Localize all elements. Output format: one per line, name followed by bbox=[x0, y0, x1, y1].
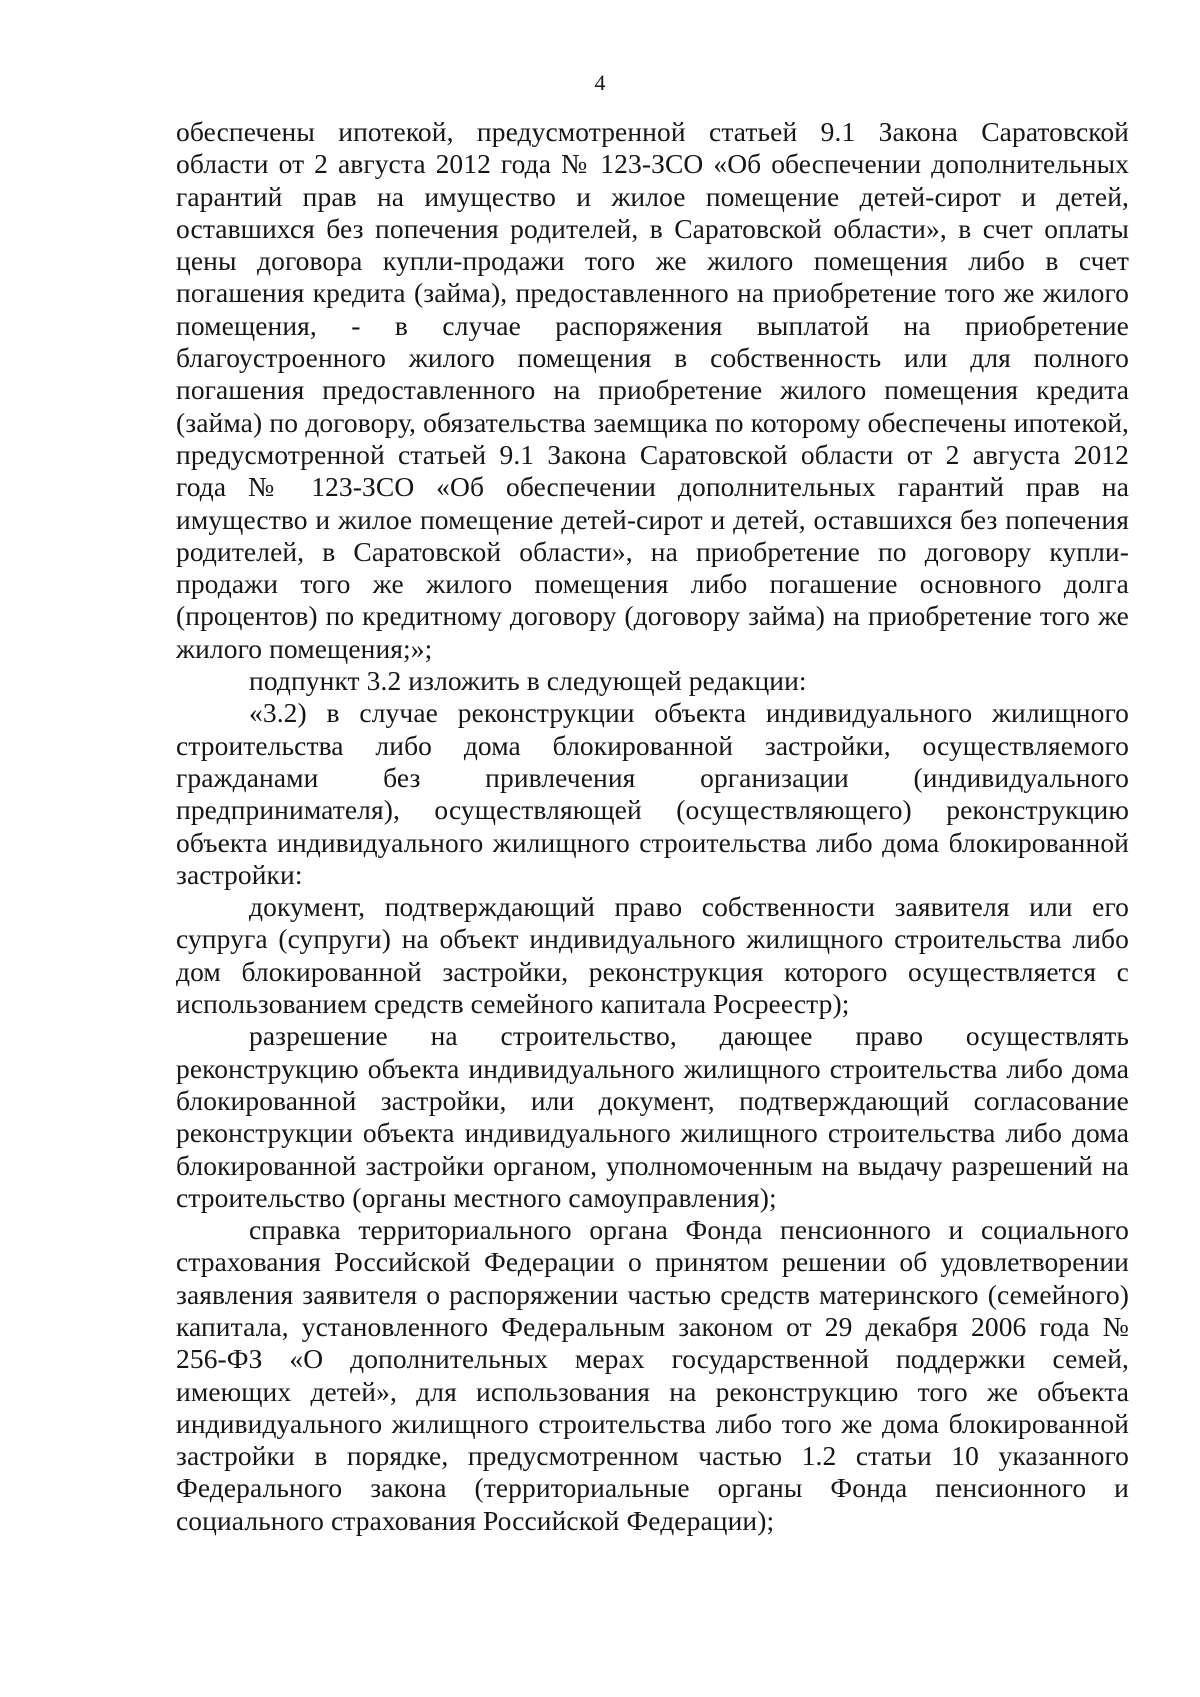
document-body bbox=[176, 116, 1129, 1537]
paragraph-pension-fund-certificate: справка территориального органа Фонда пенсионного и социального страхования Российской Федерации о принятом решении об удовлетворении заявления заявителя о распоряжении частью средств материнского (семейного) капитала, установленного Федеральным законом от 29 декабря 2006 года № 256-ФЗ «О дополнительных мерах государственной поддержки семей, имеющих детей», для использования на реконструкцию того же объекта индивидуального жилищного строительства либо того же дома блокированной застройки в порядке, предусмотренном частью 1.2 статьи 10 указанного Федерального закона (территориальные органы Фонда пенсионного и социального страхования Российской Федерации); bbox=[176, 1214, 1129, 1536]
paragraph-subpoint-instruction: подпункт 3.2 изложить в следующей редакции: bbox=[249, 665, 807, 697]
paragraph-construction-permit: разрешение на строительство, дающее право осуществлять реконструкцию объекта индивидуального жилищного строительства либо дома блокированной застройки, или документ, подтверждающий согласование реконструкции объекта индивидуального жилищного строительства либо дома блокированной застройки органом, уполномоченным на выдачу разрешений на строительство (органы местного самоуправления); bbox=[176, 1020, 1129, 1213]
paragraph-subpoint-3-2: «3.2) в случае реконструкции объекта индивидуального жилищного строительства либо дома блокированной застройки, осуществляемого гражданами без привлечения организации (индивидуального предпринимателя), осуществляющей (осуществляющего) реконструкцию объекта индивидуального жилищного строительства либо дома блокированной застройки: bbox=[176, 697, 1129, 890]
page-number: 4 bbox=[594, 70, 606, 95]
paragraph-continuation: обеспечены ипотекой, предусмотренной статьей 9.1 Закона Саратовской области от 2 августа 2012 года № 123-ЗСО «Об обеспечении дополнительных гарантий прав на имущество и жилое помещение детей-сирот и детей, оставшихся без попечения родителей, в Саратовской области», в счет оплаты цены договора купли-продажи того же жилого помещения либо в счет погашения кредита (займа), предоставленного на приобретение того же жилого помещения, - в случае распоряжения выплатой на приобретение благоустроенного жилого помещения в собственность или для полного погашения предоставленного на приобретение жилого помещения кредита (займа) по договору, обязательства заемщика по которому обеспечены ипотекой, предусмотренной статьей 9.1 Закона Саратовской области от 2 августа 2012 года № 123-ЗСО «Об обеспечении дополнительных гарантий прав на имущество и жилое помещение детей-сирот и детей, оставшихся без попечения родителей, в Саратовской области», на приобретение по договору купли-продажи того же жилого помещения либо погашение основного долга (процентов) по кредитному договору (договору займа) на приобретение того же жилого помещения;»; bbox=[176, 116, 1129, 664]
paragraph-ownership-document: документ, подтверждающий право собственности заявителя или его супруга (супруги) на объект индивидуального жилищного строительства либо дом блокированной застройки, реконструкция которого осуществляется с использованием средств семейного капитала Росреестр); bbox=[176, 891, 1129, 1020]
